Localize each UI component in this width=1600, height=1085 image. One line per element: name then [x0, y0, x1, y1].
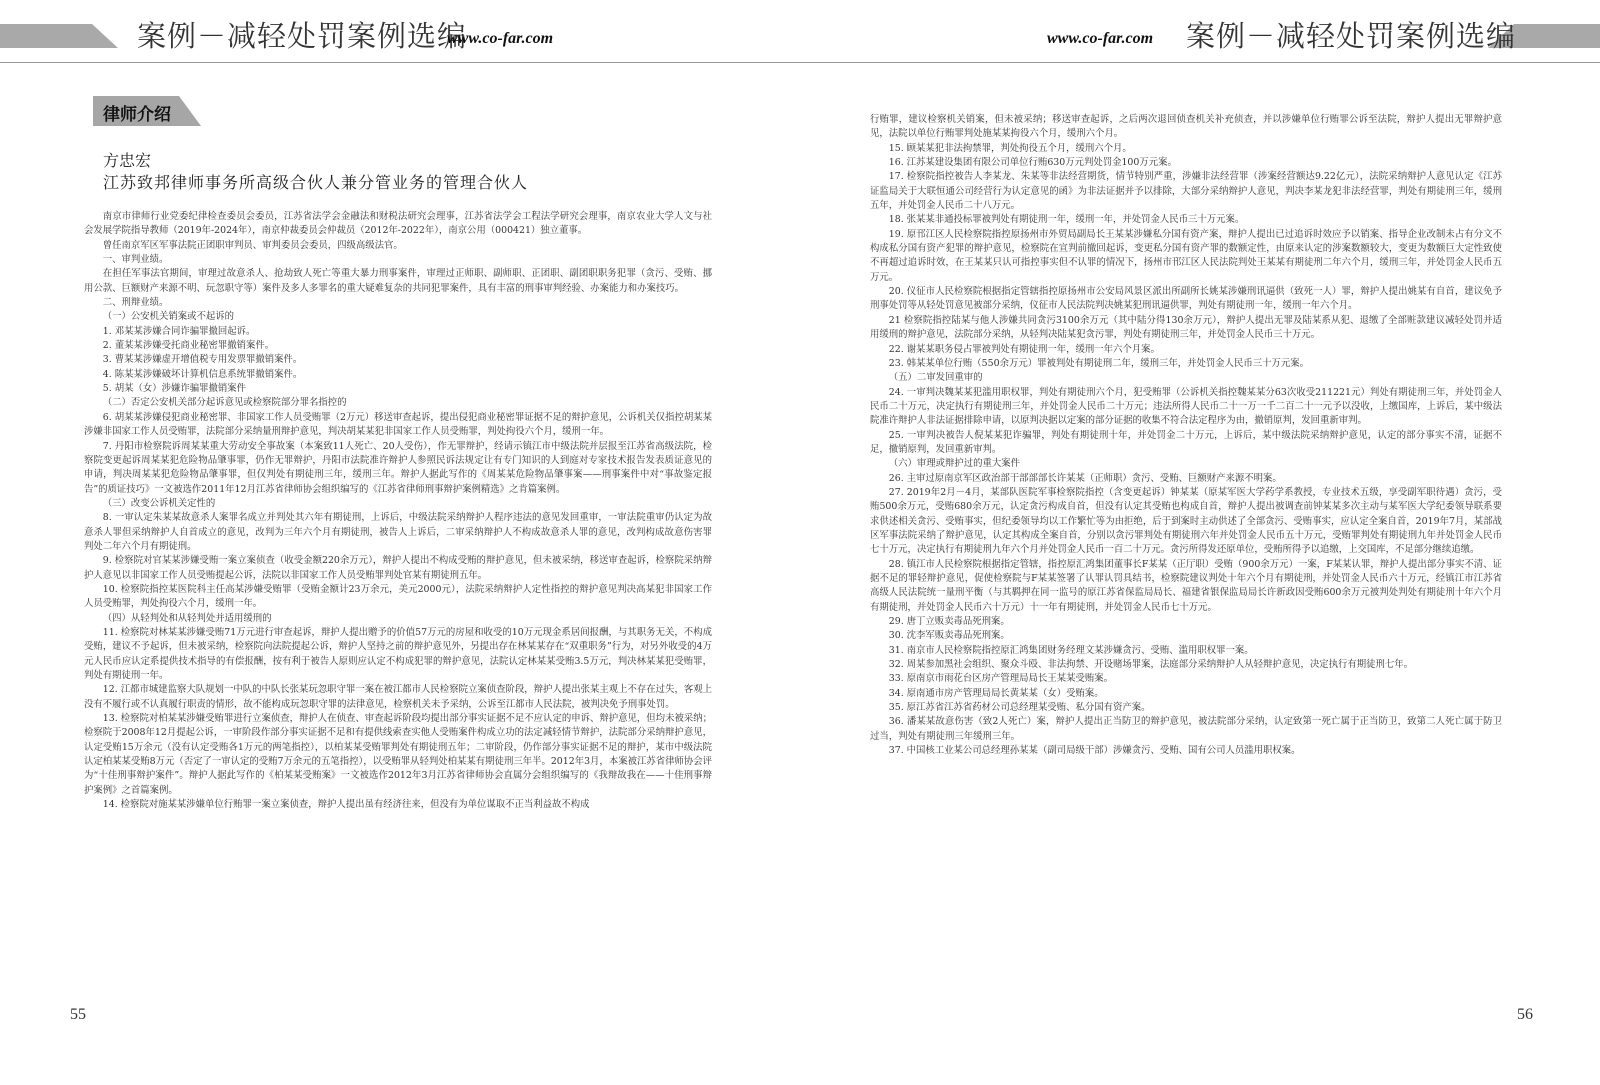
section-tag-label: 律师介绍	[103, 105, 171, 125]
paragraph: （三）改变公诉机关定性的	[102, 497, 216, 509]
right-header-url: www.co-far.com	[1047, 30, 1154, 47]
left-header-url: www.co-far.com	[447, 30, 554, 47]
paragraph: 19. 原邗江区人民检察院指控原扬州市外贸局副局长王某某涉嫌私分国有资产案，辩护人提出已过追诉时效应予以销案、指导企业改制未占有分文不构成私分国有资产犯罪的辩护意见，检察院在宣判前撤回起诉，变更私分国有资产罪的数额定性，由原来认定的涉案数额较大，变更为数额巨大定性致使不再超过追诉时效，在王某某只认可指控事实但不认罪的情况下，扬州市邗江区人民法院判处王某某有期徒刑二年六个月，缓刑三年，并处罚金人民币五万元。	[870, 228, 1502, 283]
left-header-rule	[0, 62, 800, 63]
paragraph: 二、刑辩业绩。	[102, 297, 169, 309]
paragraph: 27. 2019年2月－4月，某部队医院军事检察院指控（含变更起诉）钟某某（原某军医大学药学系教授，专业技术五级，享受副军职待遇）贪污，受贿500余万元，受贿680余万元，认定贪污构成自首，但没有认定其受贿也构成自首，辩护人提出被调查前钟某某多次主动与某军医大学纪委领导联系要求供述相关贪污、受贿事实，但纪委领导均以工作繁忙等为由拒绝，后于到案时主动供述了全部贪污、受贿事实，应认定全案自首，2019年7月，某部战区军事法院采纳了辩护意见，认定其构成全案自首，分别以贪污罪判处有期徒刑六年并处罚金人民币五十万元，受贿罪判处有期徒刑九年并处罚金人民币七十万元，决定执行有期徒刑九年六个月并处罚金人民币一百二十万元。贪污所得发还原单位，受贿所得予以追缴，上交国库，不足部分继续追缴。	[870, 486, 1502, 556]
paragraph: （五）二审发回重审的	[888, 372, 983, 384]
paragraph: 18. 张某某非通投标罪被判处有期徒刑一年，缓刑一年，并处罚金人民币三十万元案。	[888, 214, 1245, 226]
paragraph: 15. 顾某某犯非法拘禁罪，判处拘役五个月，缓刑六个月。	[888, 142, 1132, 154]
left-header-title: 案例－减轻处罚案例选编	[137, 19, 468, 53]
paragraph: 8. 一审认定朱某某故意杀人案罪名成立并判处其六年有期徒刑，上诉后，中级法院采纳辩护人程序违法的意见发回重审，一审法院重审仍认定为故意杀人罪但采纳辩护人自首成立的意见，改判为三年六个月有期徒刑，被告人上诉后，二审采纳辩护人不构成故意杀人罪的意见，改判构成故意伤害罪判处二年六个月有期徒刑。	[84, 512, 712, 552]
paragraph: 22. 谢某某职务侵占罪被判处有期徒刑一年，缓刑一年六个月案。	[888, 343, 1160, 355]
paragraph: （一）公安机关销案或不起诉的	[102, 311, 235, 323]
paragraph: 29. 唐丁立贩卖毒品死刑案。	[888, 616, 1010, 628]
paragraph: 17. 检察院指控被告人李某龙、朱某等非法经营期货，情节特别严重，涉嫌非法经营罪（涉案经营额达9.22亿元），法院采纳辩护人意见认定《江苏证监局关于大联恒通公司经营行为认定意见的函》为非法证据并予以排除，大部分采纳辩护人意见，判决李某龙犯非法经营罪，判处有期徒刑三年，缓刑五年，并处罚金人民币二十八万元。	[870, 171, 1502, 212]
left-header-band	[0, 0, 800, 64]
right-header-rule	[800, 62, 1600, 63]
paragraph: 9. 检察院对官某某涉嫌受贿一案立案侦查（收受金额220余万元），辩护人提出不构成受贿的辩护意见，但未被采纳，移送审查起诉，检察院采纳辩护人意见以非国家工作人员受贿提起公诉，法院以非国家工作人员受贿罪判处官某有期徒刑五年。	[84, 555, 712, 581]
paragraph: 6. 胡某某涉嫌侵犯商业秘密罪、非国家工作人员受贿罪（2万元）移送审查起诉，提出侵犯商业秘密罪证据不足的辩护意见，公诉机关仅指控胡某某涉嫌非国家工作人员受贿罪，法院部分采纳量刑辩护意见，判决胡某某犯非国家工作人员受贿罪，判处拘役六个月，缓刑一年。	[84, 411, 712, 438]
right-page-number: 56	[1517, 1006, 1533, 1023]
paragraph: 32. 周某参加黑社会组织、聚众斗殴、非法拘禁、开设赌场罪案，法庭部分采纳辩护人从轻辩护意见，决定执行有期徒刑七年。	[888, 659, 1413, 671]
paragraph: 11. 检察院对林某某涉嫌受贿71万元进行审查起诉，辩护人提出赠予的价值57万元的房屋和收受的10万元现金系居间报酬，与其职务无关，不构成受贿，建议不予起诉，但未被采纳，检察院向法院提起公诉，辩护人坚持之前的辩护意见外，另提出存在林某某存在“双重职务”行为，对另外收受的4万元人民币应认定系提供技术指导的有偿报酬，按有利于被告人原则应认定不构成犯罪的辩护意见，法院认定林某某受贿3.5万元，判决林某某犯受贿罪，判处有期徒刑一年。	[84, 626, 712, 681]
left-page-number: 55	[70, 1006, 86, 1023]
paragraph: 24. 一审判决魏某某犯滥用职权罪，判处有期徒刑六个月，犯受贿罪（公诉机关指控魏某某分63次收受211221元）判处有期徒刑三年，并处罚金人民币二十万元，决定执行有期徒刑三年，并处罚金人民币二十万元；违法所得人民币二十一万一千二百二十一元予以没收，上缴国库，上诉后，某中级法院准许辩护人非法证据排除申请，以原判决据以定案的部分证据的收集不符合法定程序为由，撤销原判，发回重新审判。	[870, 386, 1502, 427]
paragraph: 35. 原江苏省江苏省药材公司总经理某受贿、私分国有资产案。	[888, 702, 1151, 714]
paragraph: 2. 董某某涉嫌受托商业秘密罪撤销案件。	[102, 340, 275, 352]
paragraph: 16. 江苏某建设集团有限公司单位行贿630万元判处罚金100万元案。	[888, 157, 1177, 169]
left-body-text	[84, 210, 712, 812]
paragraph: 一、审判业绩。	[102, 254, 169, 266]
paragraph: （四）从轻判处和从轻判处并适用缓刑的	[102, 612, 272, 624]
section-tag	[93, 96, 201, 126]
paragraph: 4. 陈某某涉嫌破坏计算机信息系统罪撤销案件。	[102, 368, 303, 380]
paragraph: （二）否定公安机关部分起诉意见或检察院部分罪名指控的	[102, 397, 347, 409]
paragraph: 31. 南京市人民检察院指控原汇鸿集团财务经理文某涉嫌贪污、受贿、滥用职权罪一案。	[888, 644, 1254, 656]
right-body-text	[870, 113, 1502, 758]
right-header-band	[800, 0, 1600, 64]
paragraph: 10. 检察院指控某医院科主任高某涉嫌受贿罪（受贿金额计23万余元，美元2000元），法院采纳辩护人定性指控的辩护意见判决高某犯非国家工作人员受贿罪，判处拘役六个月，缓刑一年。	[84, 583, 712, 610]
paragraph: 南京市律师行业党委纪律检查委员会委员，江苏省法学会金融法和财税法研究会理事，江苏省法学会工程法学研究会理事，南京农业大学人文与社会发展学院指导教师（2019年-2024年），南京仲裁委员会仲裁员（2012年-2022年），南京公用（000421）独立董事。	[84, 211, 712, 237]
paragraph: 在担任军事法官期间，审理过故意杀人、抢劫致人死亡等重大暴力刑事案件，审理过正师职、副师职、正团职、副团职职务犯罪（贪污、受贿、挪用公款、巨额财产来源不明、玩忽职守等）案件及多人多罪名的重大疑难复杂的共同犯罪案件，具有丰富的刑事审判经验、办案能力和办案技巧。	[84, 268, 712, 294]
paragraph: 30. 沈李军贩卖毒品死刑案。	[888, 630, 1010, 642]
paragraph: 37. 中国核工业某公司总经理孙某某（副司局级干部）涉嫌贪污、受贿、国有公司人员滥用职权案。	[888, 745, 1301, 757]
paragraph: 5. 胡某（女）涉嫌诈骗罪撤销案件	[102, 383, 246, 395]
right-header-title: 案例－减轻处罚案例选编	[1186, 19, 1517, 53]
paragraph: 7. 丹阳市检察院诉周某某重大劳动安全事故案（本案致11人死亡、20人受伤），作无罪辩护，经请示镇江市中级法院并层报至江苏省高级法院，检察院变更起诉周某某犯危险物品肇事罪，仍作无罪辩护，丹阳市法院准许辩护人参照民诉法规定让有专门知识的人到庭对专家技术报告发表质证意见的申请，判决周某某犯危险物品肇事罪，但仅判处有期徒刑三年，缓刑三年。辩护人据此写作的《周某某危险物品肇事案——刑事案件中对“事故鉴定报告”的质证技巧》一文被选作2011年12月江苏省律师协会组织编写的《江苏省律师刑事辩护案例精选》之肯篇案例。	[84, 440, 712, 495]
lawyer-name: 方忠宏	[103, 151, 152, 170]
lawyer-title: 江苏致邦律师事务所高级合伙人兼分管业务的管理合伙人	[103, 173, 529, 192]
paragraph: 13. 检察院对柏某某涉嫌受贿罪进行立案侦查，辩护人在侦查、审查起诉阶段均提出部分事实证据不足不应认定的申诉、辩护意见，但均未被采纳；检察院于2008年12月提起公诉，一审阶段作部分事实证据不足和有提供线索查实他人受贿案件构成立功的法定减轻情节辩护，法院部分采纳辩护意见，认定受贿15万余元（没有认定受贿各1万元的两笔指控），以柏某某受贿罪判处有期徒刑五年；二审阶段，仍作部分事实证据不足的辩护，某市中级法院认定柏某某受贿8万元（否定了一审认定的受贿7万余元的五笔指控），以受贿罪从轻判处柏某某有期徒刑三年半。2012年3月，本案被江苏省律师协会评为“十佳刑事辩护案件”。辩护人据此写作的《柏某某受贿案》一文被选作2012年3月江苏省律师协会直属分会组织编写的《我辩故我在——十佳刑事辩护案例》之首篇案例。	[84, 713, 712, 796]
paragraph: 36. 潘某某故意伤害（致2人死亡）案，辩护人提出正当防卫的辩护意见，被法院部分采纳，认定致第一死亡属于正当防卫，致第二人死亡属于防卫过当，判处有期徒刑三年缓刑三年。	[870, 716, 1502, 742]
paragraph: 28. 镇江市人民检察院根据指定管辖，指控原汇鸿集团董事长F某某（正厅职）受贿（900余万元）一案，F某某认罪，辩护人提出部分事实不清、证据不足的罪轻辩护意见，促使检察院与F某某签署了认罪认罚具结书，检察院建议判处十年六个月有期徒刑，并处罚金人民币六十万元，经镇江市江苏省高级人民法院统一量刑平衡（与其羁押在同一监号的原江苏省保监局局长、福建省银保监局局长许新政因受贿600余万元被判处判处有期徒刑十年六个月有期徒刑，并处罚金人民币六十万元）十一年有期徒刑，并处罚金人民币七十万元。	[870, 558, 1502, 613]
paragraph: 26. 主审过原南京军区政治部干部部部长许某某（正师职）贪污、受贿、巨额财产来源不明案。	[888, 472, 1282, 484]
paragraph: 34. 原南通市房产管理局局长黄某某（女）受贿案。	[888, 687, 1104, 699]
paragraph: 33. 原南京市雨花台区房产管理局局长王某某受贿案。	[888, 673, 1113, 685]
paragraph: 行贿罪，建议检察机关销案，但未被采纳；移送审查起诉，之后两次退回侦查机关补充侦查，并以涉嫌单位行贿罪公诉至法院，辩护人提出无罪辩护意见，法院以单位行贿罪判处施某某拘役六个月，缓刑六个月。	[870, 114, 1502, 140]
paragraph: 14. 检察院对施某某涉嫌单位行贿罪一案立案侦查，辩护人提出虽有经济往来，但没有为单位谋取不正当利益故不构成	[102, 799, 590, 811]
paragraph: 21 检察院指控陆某与他人涉嫌共同贪污3100余万元（其中陆分得130余万元），辩护人提出无罪及陆某系从犯、退缴了全部赃款建议减轻处罚并适用缓刑的辩护意见，法院部分采纳，从轻判决陆某犯贪污罪，判处有期徒刑三年，并处罚金人民币三十万元。	[870, 314, 1502, 341]
paragraph: 20. 仪征市人民检察院根据指定管辖指控原扬州市公安局风景区派出所副所长姚某涉嫌刑讯逼供（致死一人）罪，辩护人提出姚某有自首，建议免予刑事处罚等从轻处罚意见被部分采纳，仪征市人民法院判决姚某犯刑讯逼供罪，判处有期徒刑一年，缓刑一年六个月。	[870, 286, 1502, 312]
paragraph: 25. 一审判决被告人倪某某犯诈骗罪，判处有期徒刑十年，并处罚金二十万元，上诉后，某中级法院采纳辩护意见，认定的部分事实不清，证据不足，撤销原判，发回重新审判。	[870, 429, 1502, 455]
paragraph: 曾任南京军区军事法院正团职审判员、审判委员会委员，四级高级法官。	[102, 239, 403, 251]
paragraph: 12. 江都市城建监察大队规划一中队的中队长张某玩忽职守罪一案在被江都市人民检察院立案侦查阶段，辩护人提出张某主观上不存在过失，客观上没有不履行或不认真履行职责的情形，故不能构成玩忽职守罪的法律意见，检察机关未予采纳，公诉至江都市人民法院，被判决免予刑事处罚。	[84, 684, 712, 710]
paragraph: 23. 韩某某单位行贿（550余万元）罪被判处有期徒刑二年，缓刑三年，并处罚金人民币三十万元案。	[888, 357, 1309, 369]
paragraph: （六）审理或辩护过的重大案件	[888, 458, 1021, 470]
paragraph: 1. 邓某某涉嫌合同诈骗罪撤回起诉。	[102, 325, 256, 337]
paragraph: 3. 曹某某涉嫌虚开增值税专用发票罪撤销案件。	[102, 354, 303, 366]
